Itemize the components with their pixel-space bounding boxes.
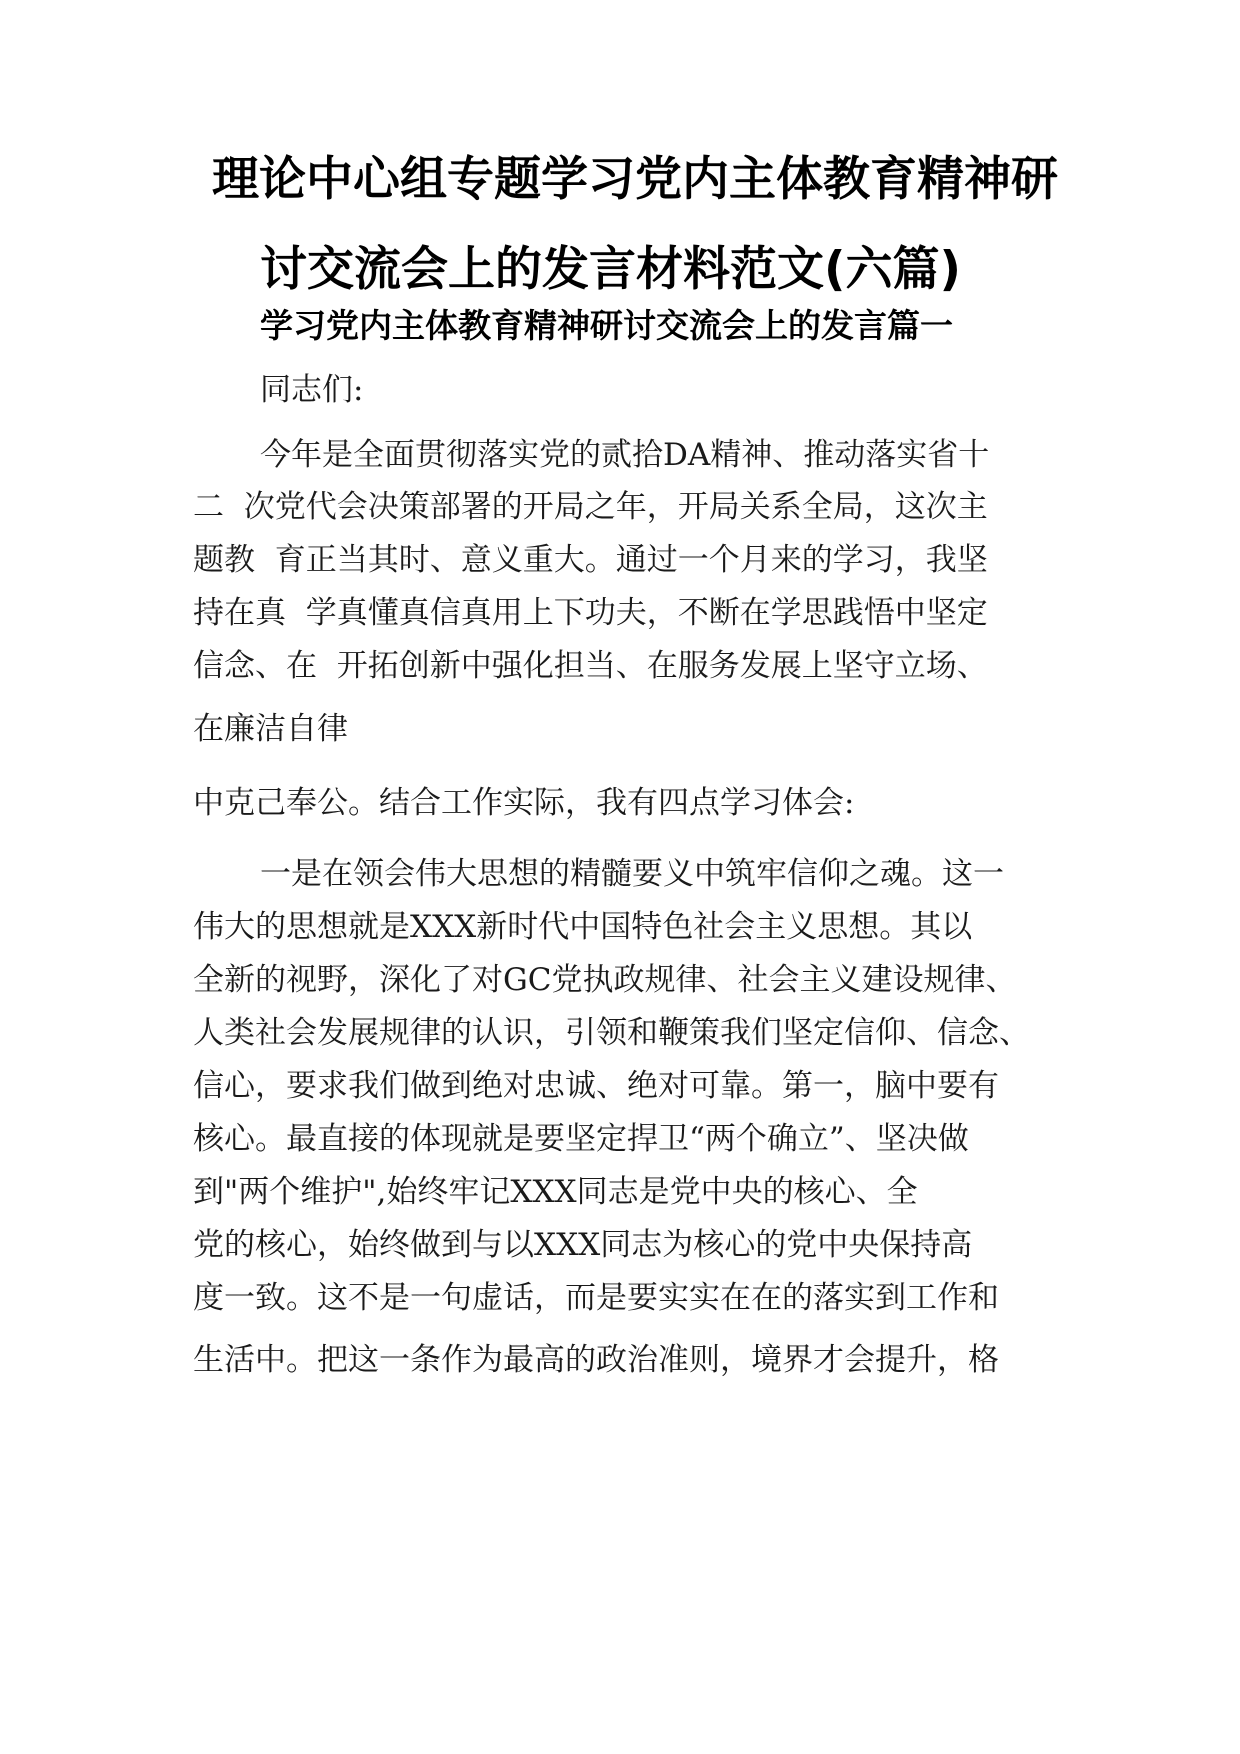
paragraph-line: 生活中。把这一条作为最高的政治准则，境界才会提升，格: [193, 1342, 999, 1378]
paragraph-line: 今年是全面贯彻落实党的贰拾DA精神、推动落实省十: [260, 437, 990, 473]
paragraph-line: 二 次党代会决策部署的开局之年，开局关系全局，这次主: [193, 489, 988, 525]
paragraph-line: 伟大的思想就是XXX新时代中国特色社会主义思想。其以: [193, 909, 973, 945]
paragraph-line: 信念、在 开拓创新中强化担当、在服务发展上坚守立场、: [193, 648, 988, 684]
paragraph-line: 一是在领会伟大思想的精髓要义中筑牢信仰之魂。这一: [260, 856, 1004, 892]
document-title-line-1: 理论中心组专题学习党内主体教育精神研: [212, 152, 1058, 207]
paragraph-line: 中克己奉公。结合工作实际，我有四点学习体会:: [193, 785, 855, 821]
document-title-line-2: 讨交流会上的发言材料范文(六篇): [260, 242, 961, 297]
paragraph-line: 信心，要求我们做到绝对忠诚、绝对可靠。第一，脑中要有: [193, 1068, 999, 1104]
paragraph-line: 人类社会发展规律的认识，引领和鞭策我们坚定信仰、信念、: [193, 1015, 1030, 1051]
paragraph-line: 党的核心，始终做到与以XXX同志为核心的党中央保持高: [193, 1227, 973, 1263]
section-heading: 学习党内主体教育精神研讨交流会上的发言篇一: [260, 306, 953, 345]
paragraph-line: 持在真 学真懂真信真用上下功夫，不断在学思践悟中坚定: [193, 595, 988, 631]
paragraph-line: 到"两个维护",始终牢记XXX同志是党中央的核心、全: [193, 1174, 918, 1210]
paragraph-line: 在廉洁自律: [193, 711, 348, 747]
paragraph-line: 核心。最直接的体现就是要坚定捍卫“两个确立”、坚决做: [193, 1121, 969, 1157]
paragraph-line: 全新的视野，深化了对GC党执政规律、社会主义建设规律、: [193, 962, 1017, 998]
salutation: 同志们:: [260, 372, 364, 408]
paragraph-line: 题教 育正当其时、意义重大。通过一个月来的学习，我坚: [193, 542, 988, 578]
paragraph-line: 度一致。这不是一句虚话，而是要实实在在的落实到工作和: [193, 1280, 999, 1316]
